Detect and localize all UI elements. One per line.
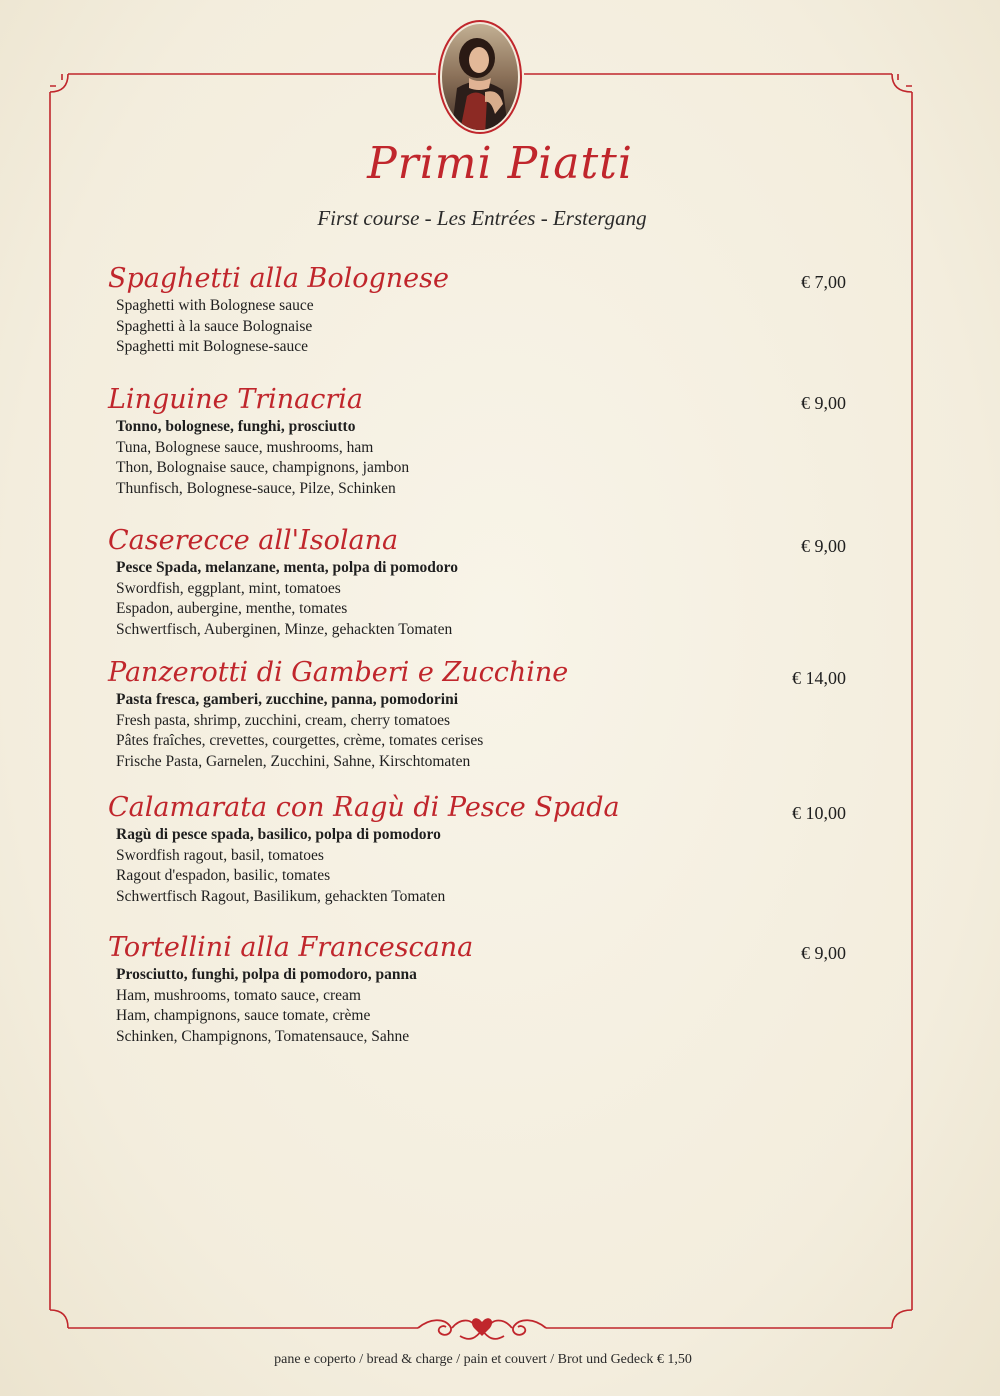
description-english: Spaghetti with Bolognese sauce (116, 297, 314, 314)
description-german: Spaghetti mit Bolognese-sauce (116, 338, 308, 356)
dish-name: Linguine Trinacria (108, 384, 364, 415)
description-english: Fresh pasta, shrimp, zucchini, cream, cherry tomatoes (116, 711, 450, 729)
description-french: Espadon, aubergine, menthe, tomates (116, 600, 348, 618)
description-french: Ham, champignons, sauce tomate, crème (116, 1007, 371, 1025)
dish-item (108, 931, 868, 1047)
dish-price: € 9,00 (801, 536, 846, 556)
flourish-center-heart (472, 1318, 492, 1336)
description-italian: Pesce Spada, melanzane, menta, polpa di pomodoro (116, 559, 459, 576)
description-italian: Prosciutto, funghi, polpa di pomodoro, panna (116, 966, 417, 983)
cover-charge-note: pane e coperto / bread & charge / pain et couvert / Brot und Gedeck € 1,50 (274, 1352, 692, 1367)
description-german: Schinken, Champignons, Tomatensauce, Sahne (116, 1027, 410, 1045)
description-italian: Pasta fresca, gamberi, zucchine, panna, pomodorini (116, 691, 458, 708)
description-english: Swordfish ragout, basil, tomatoes (116, 846, 324, 864)
dish-item (108, 656, 868, 772)
dish-description (108, 417, 868, 499)
dish-description (108, 825, 868, 907)
dish-description (108, 965, 868, 1047)
description-italian: Tonno, bolognese, funghi, prosciutto (116, 418, 356, 435)
dish-item (108, 262, 868, 358)
description-french: Pâtes fraîches, crevettes, courgettes, crème, tomates cerises (116, 732, 484, 750)
description-german: Thunfisch, Bolognese-sauce, Pilze, Schinken (116, 479, 396, 497)
dish-name: Calamarata con Ragù di Pesce Spada (108, 792, 620, 823)
dish-price: € 7,00 (801, 272, 846, 292)
dish-item (108, 383, 868, 499)
dish-item (108, 791, 868, 907)
dish-price: € 9,00 (801, 393, 846, 413)
dish-price: € 9,00 (801, 943, 846, 963)
dish-name: Tortellini alla Francescana (108, 932, 474, 963)
description-italian: Ragù di pesce spada, basilico, polpa di pomodoro (116, 826, 441, 843)
dish-description (108, 690, 868, 772)
dish-name: Spaghetti alla Bolognese (108, 263, 449, 294)
description-english: Ham, mushrooms, tomato sauce, cream (116, 986, 361, 1004)
dish-description (108, 296, 868, 358)
description-french: Ragout d'espadon, basilic, tomates (116, 867, 331, 885)
dish-name: Panzerotti di Gamberi e Zucchine (108, 657, 569, 688)
description-german: Schwertfisch, Auberginen, Minze, gehackten Tomaten (116, 620, 453, 638)
description-german: Frische Pasta, Garnelen, Zucchini, Sahne, Kirschtomaten (116, 752, 471, 770)
dish-item (108, 524, 868, 640)
description-german: Schwertfisch Ragout, Basilikum, gehackten Tomaten (116, 887, 446, 905)
description-english: Swordfish, eggplant, mint, tomatoes (116, 579, 341, 597)
dish-price: € 10,00 (792, 803, 846, 823)
menu-subtitle: First course - Les Entrées - Erstergang (317, 206, 647, 230)
dish-name: Caserecce all'Isolana (108, 525, 399, 556)
dish-description (108, 558, 868, 640)
description-french: Spaghetti à la sauce Bolognaise (116, 317, 313, 335)
description-french: Thon, Bolognaise sauce, champignons, jambon (116, 459, 410, 477)
description-english: Tuna, Bolognese sauce, mushrooms, ham (116, 438, 374, 456)
menu-title: Primi Piatti (367, 138, 633, 189)
portrait-medallion-image (437, 18, 523, 136)
dish-price: € 14,00 (792, 668, 846, 688)
